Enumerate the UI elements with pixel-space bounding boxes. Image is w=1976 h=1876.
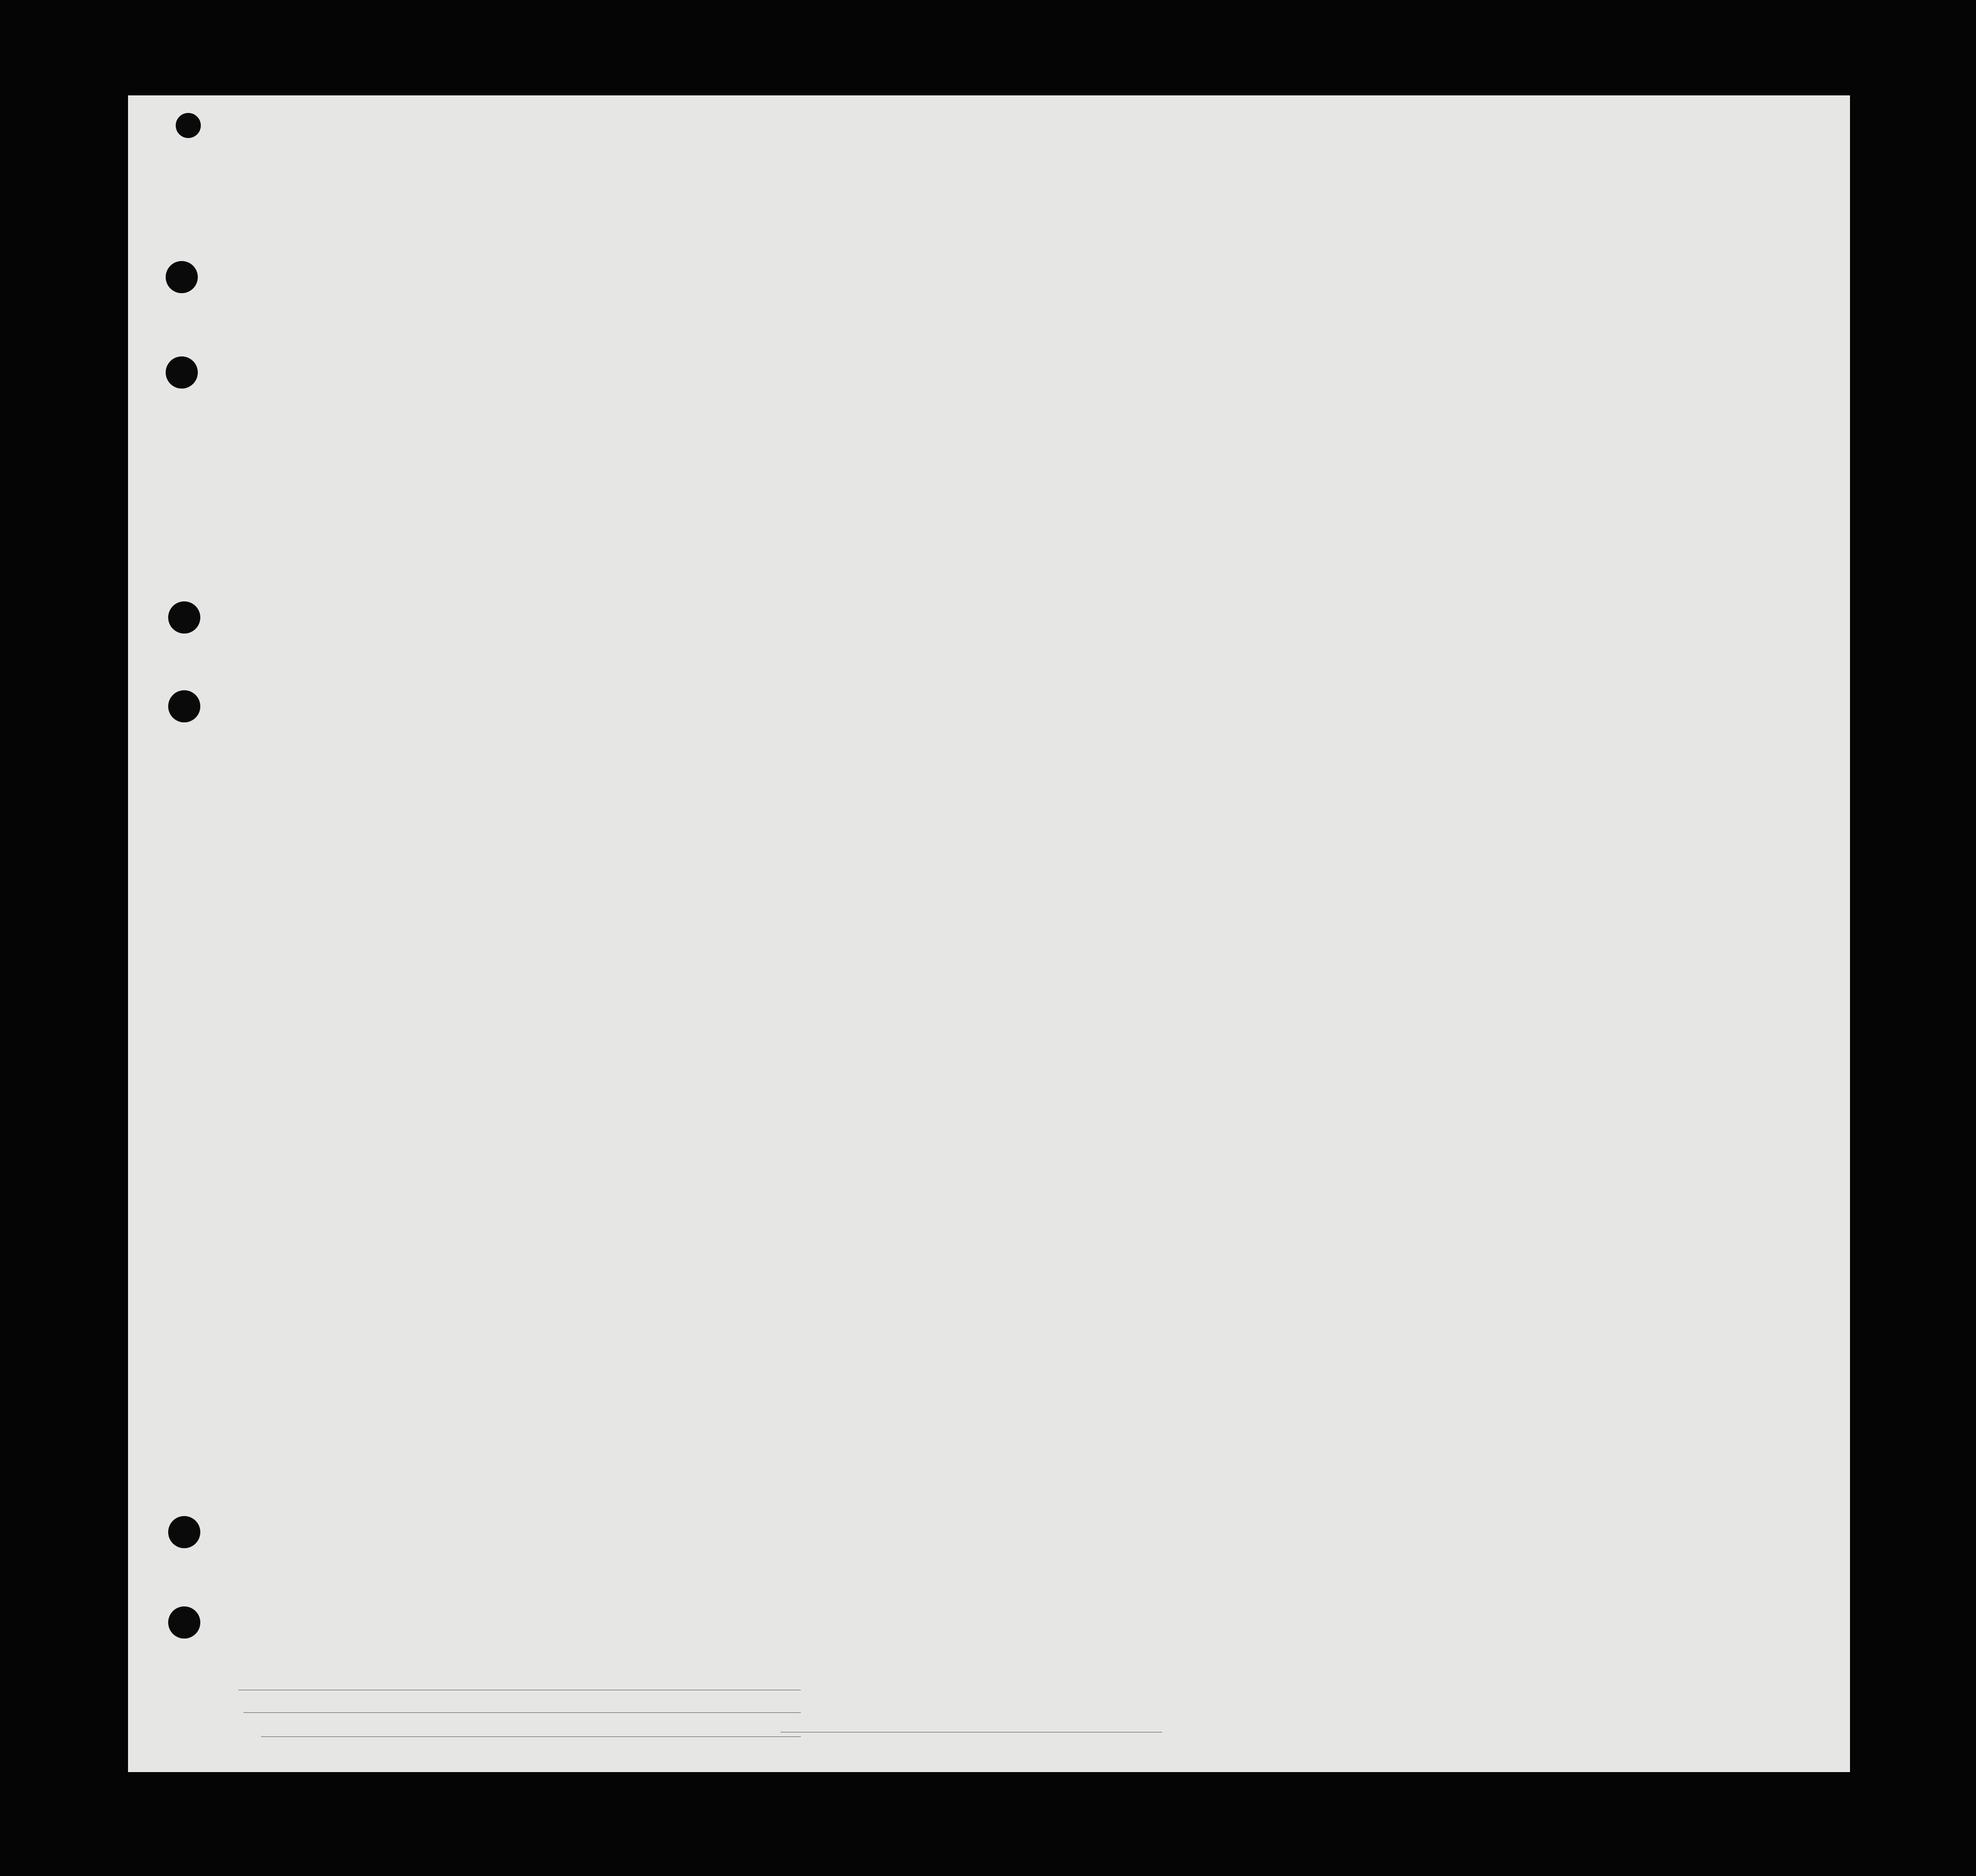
manifest-sheet — [128, 95, 1850, 1772]
crew-rows — [128, 95, 1850, 1772]
owners-field-rule — [243, 1712, 801, 1713]
agents-field-rule — [261, 1736, 801, 1737]
